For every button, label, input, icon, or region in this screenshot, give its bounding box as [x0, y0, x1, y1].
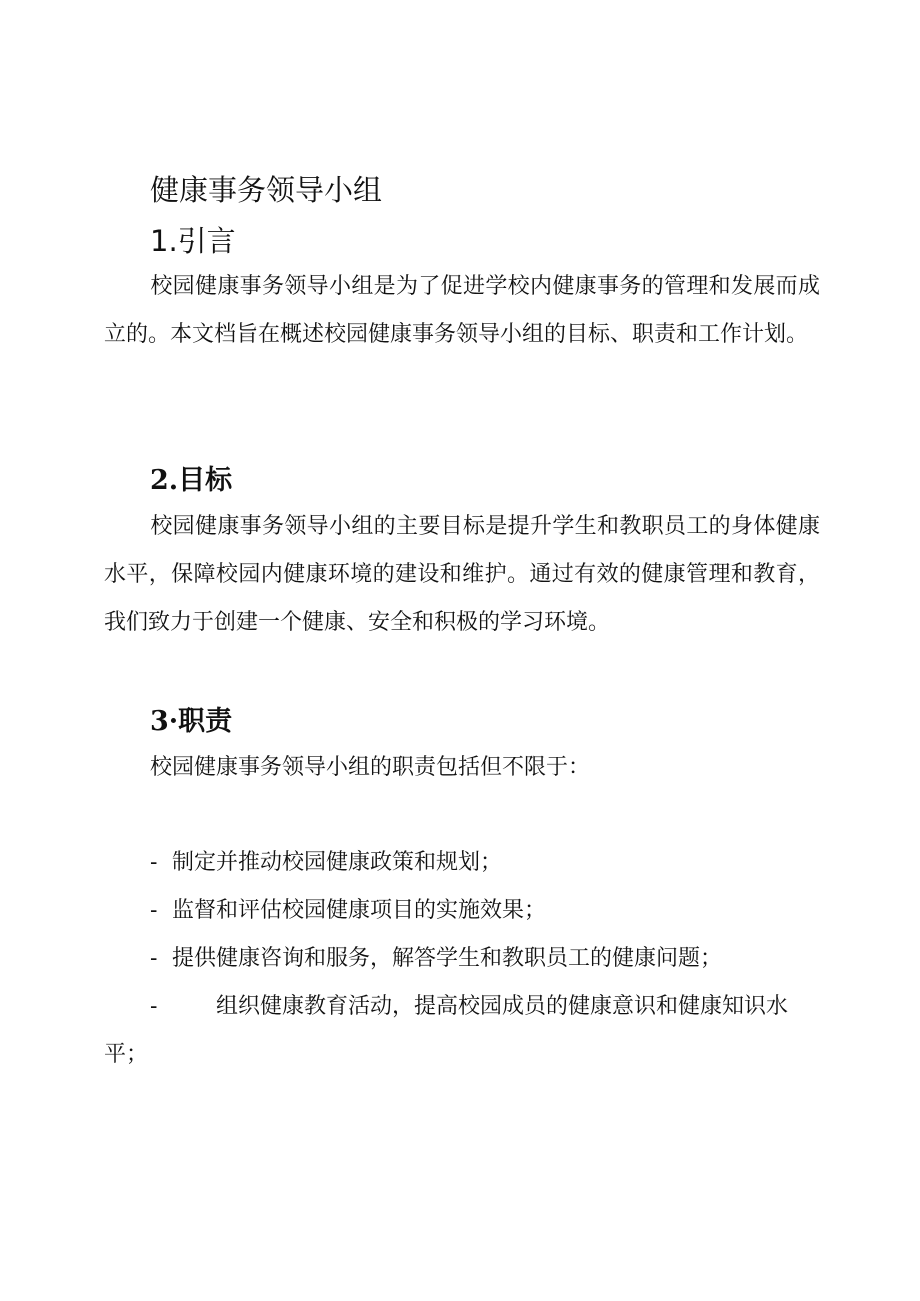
document-title: 健康事务领导小组 [150, 173, 383, 207]
section-heading-duties: 3·职责 [150, 706, 233, 737]
list-marker: - [150, 946, 158, 971]
section-heading-intro: 1.引言 [150, 224, 236, 258]
list-item: - 组织健康教育活动，提高校园成员的健康意识和健康知识水平； [104, 983, 820, 1079]
list-marker: - [150, 994, 158, 1019]
list-marker: - [150, 850, 158, 875]
list-marker: - [150, 898, 158, 923]
paragraph-goals: 校园健康事务领导小组的主要目标是提升学生和教职员工的身体健康水平，保障校园内健康环境的建设和维护。通过有效的健康管理和教育，我们致力于创建一个健康、安全和积极的学习环境。 [104, 514, 820, 635]
list-item: - 制定并推动校园健康政策和规划； [104, 839, 820, 887]
paragraph-intro: 校园健康事务领导小组是为了促进学校内健康事务的管理和发展而成立的。本文档旨在概述校园健康事务领导小组的目标、职责和工作计划。 [104, 274, 820, 347]
paragraph-duties-intro: 校园健康事务领导小组的职责包括但不限于： [150, 755, 591, 780]
list-item: - 监督和评估校园健康项目的实施效果； [104, 887, 820, 935]
list-item: - 提供健康咨询和服务，解答学生和教职员工的健康问题； [104, 935, 820, 983]
section-heading-goals: 2.目标 [150, 465, 233, 496]
